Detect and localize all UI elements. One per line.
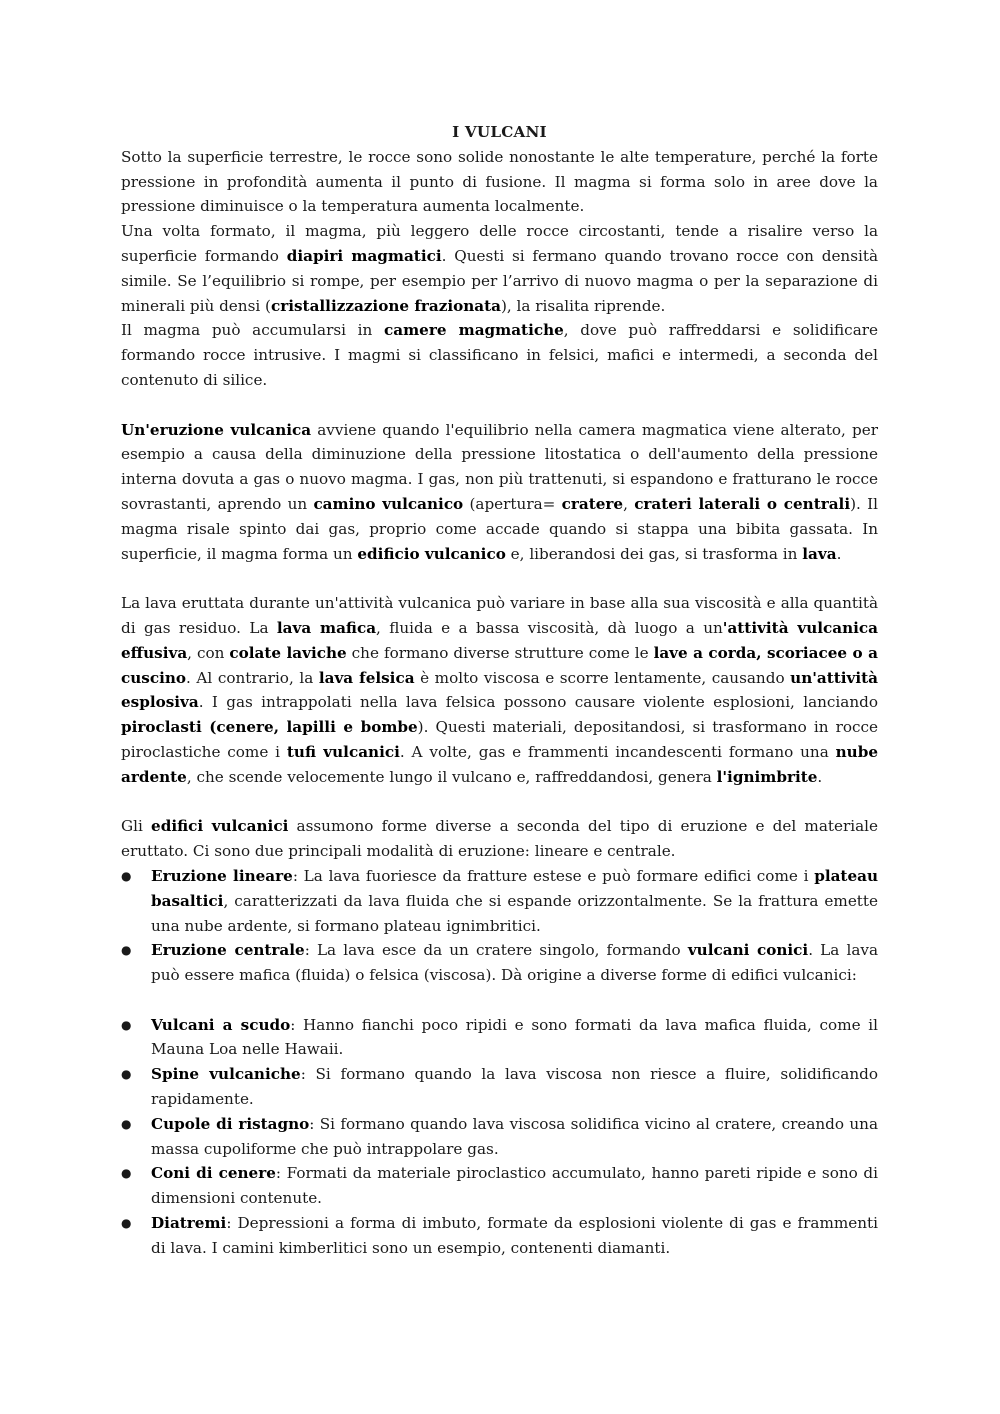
text-run: . Questi si fermano quando trovano rocce con densità simile. Se l’equilibrio si rompe, per esempio per l’arrivo di nuovo magma o per la separazione di minerali più densi ( xyxy=(121,246,879,315)
bold-term: edifici vulcanici xyxy=(151,817,289,836)
bold-term: edificio vulcanico xyxy=(357,544,506,563)
text-run: assumono forme diverse a seconda del tipo di eruzione e del materiale eruttato. Ci sono due principali modalità di eruzione: lineare e centrale. xyxy=(121,817,878,861)
spacer xyxy=(121,393,878,418)
bold-term: Spine vulcaniche xyxy=(151,1065,301,1084)
bold-term: lave a corda, scoriacee o a cuscino xyxy=(121,643,878,687)
spacer xyxy=(121,988,878,1013)
bold-term: diapiri magmatici xyxy=(286,246,442,265)
bullet-icon: ● xyxy=(121,1017,132,1032)
bold-term: camere magmatiche xyxy=(384,321,564,340)
bold-term: lava xyxy=(802,544,837,563)
text-run: : Formati da materiale piroclastico accumulato, hanno pareti ripide e sono di dimensioni contenute. xyxy=(151,1164,878,1208)
bold-term: crateri laterali o centrali xyxy=(634,494,851,513)
text-run: avviene quando l'equilibrio nella camera magmatica viene alterato, per esempio a causa della diminuzione della pressione litostatica o dell'aumento della pressione interna dovuta a gas o nuovo magma. I gas, non più trattenuti, si espandono e fratturano le rocce sovrastanti, aprendo un xyxy=(121,420,878,513)
text-run: ). Il magma risale spinto dai gas, proprio come accade quando si stappa una bibita gassata. In superficie, il magma forma un xyxy=(121,494,878,563)
bold-term: nube ardente xyxy=(121,742,878,786)
spacer xyxy=(121,566,878,591)
bold-term: cratere xyxy=(561,494,624,513)
bold-term: plateau basaltici xyxy=(151,866,878,910)
paragraph-eruzione xyxy=(121,418,878,567)
list-item xyxy=(121,864,878,938)
text-run: : La lava fuoriesce da fratture estese e può formare edifici come i xyxy=(292,866,815,885)
spacer xyxy=(121,790,878,815)
paragraph-lava xyxy=(121,591,878,789)
paragraph-diapiri xyxy=(121,219,878,318)
text-run: . xyxy=(836,544,842,563)
volcano-forms-list xyxy=(121,1013,878,1261)
text-run: : La lava esce da un cratere singolo, formando xyxy=(304,941,688,960)
bold-term: lava felsica xyxy=(318,668,415,687)
paragraph-camere xyxy=(121,318,878,392)
text-run: : Depressioni a forma di imbuto, formate da esplosioni violente di gas e frammenti di lava. I camini kimberlitici sono un esempio, contenenti diamanti. xyxy=(151,1214,878,1257)
bold-term: piroclasti (cenere, lapilli e bombe xyxy=(121,718,418,737)
text-run: : Si formano quando la lava viscosa non riesce a fluire, solidificando rapidamente. xyxy=(151,1065,878,1109)
text-run: ), la risalita riprende. xyxy=(500,296,666,315)
bold-term: Un'eruzione vulcanica xyxy=(121,420,312,439)
text-run: . A volte, gas e frammenti incandescenti formano una xyxy=(399,742,836,761)
bold-term: Vulcani a scudo xyxy=(151,1015,291,1034)
bold-term: vulcani conici xyxy=(687,941,809,960)
text-run: . xyxy=(817,767,823,786)
list-item xyxy=(121,1161,878,1211)
text-run: , xyxy=(623,494,635,513)
bullet-icon: ● xyxy=(121,1216,132,1231)
text-run: Sotto la superficie terrestre, le rocce sono solide nonostante le alte temperature, perché la forte pressione in profondità aumenta il punto di fusione. Il magma si forma solo in aree dove la pressione diminuisce o la temperatura aumenta localmente. xyxy=(121,147,878,216)
list-item xyxy=(121,1062,878,1112)
bullet-icon: ● xyxy=(121,943,132,958)
text-run: Gli xyxy=(121,817,152,836)
bold-term: Diatremi xyxy=(151,1214,227,1233)
eruption-types-list xyxy=(121,864,878,988)
bold-term: Eruzione lineare xyxy=(151,866,293,885)
text-run: . I gas intrappolati nella lava felsica possono causare violente esplosioni, lanciando xyxy=(198,693,878,712)
text-run: . Al contrario, la xyxy=(186,668,319,687)
text-run: Il magma può accumularsi in xyxy=(121,321,384,340)
bold-term: Cupole di ristagno xyxy=(151,1114,310,1133)
list-item xyxy=(121,1112,878,1162)
bold-term: colate laviche xyxy=(229,643,347,662)
bold-term: camino vulcanico xyxy=(313,494,464,513)
text-run: . La lava può essere mafica (fluida) o felsica (viscosa). Dà origine a diverse forme di edifici vulcanici: xyxy=(151,941,879,985)
bullet-icon: ● xyxy=(121,1166,132,1181)
text-run: Una volta formato, il magma, più leggero delle rocce circostanti, tende a risalire verso la superficie formando xyxy=(121,222,878,265)
bold-term: Eruzione centrale xyxy=(151,941,305,960)
paragraph-edifici xyxy=(121,814,878,864)
text-run: : Hanno fianchi poco ripidi e sono formati da lava mafica fluida, come il Mauna Loa nelle Hawaii. xyxy=(151,1015,878,1059)
paragraph-origin xyxy=(121,145,878,219)
bullet-icon: ● xyxy=(121,868,132,883)
text-run: , caratterizzati da lava fluida che si espande orizzontalmente. Se la frattura emette una nube ardente, si formano plateau ignimbritici. xyxy=(151,891,878,935)
text-run: e, liberandosi dei gas, si trasforma in xyxy=(505,544,803,563)
bold-term: Coni di cenere xyxy=(151,1164,276,1183)
text-run: che formano diverse strutture come le xyxy=(346,643,654,662)
bold-term: un'attività esplosiva xyxy=(121,668,878,712)
bullet-icon: ● xyxy=(121,1116,132,1131)
text-run: (apertura= xyxy=(463,494,562,513)
text-run: ). Questi materiali, depositandosi, si trasformano in rocce piroclastiche come i xyxy=(121,718,878,761)
page-title: I VULCANI xyxy=(452,123,547,141)
text-run: La lava eruttata durante un'attività vulcanica può variare in base alla sua viscosità e alla quantità di gas residuo. La xyxy=(121,594,878,637)
text-run: : Si formano quando lava viscosa solidifica vicino al cratere, creando una massa cupoliforme che può intrappolare gas. xyxy=(151,1114,878,1158)
text-run: , che scende velocemente lungo il vulcano e, raffreddandosi, genera xyxy=(186,767,717,786)
text-run: , con xyxy=(187,643,230,662)
bold-term: lava mafica xyxy=(276,618,377,637)
bold-term: tufi vulcanici xyxy=(286,742,400,761)
document-page xyxy=(121,120,878,1261)
text-run: è molto viscosa e scorre lentamente, causando xyxy=(414,668,791,687)
bullet-icon: ● xyxy=(121,1067,132,1082)
bold-term: cristallizzazione frazionata xyxy=(270,296,501,315)
text-run: , fluida e a bassa viscosità, dà luogo a un xyxy=(376,618,723,637)
bold-term: l'ignimbrite xyxy=(716,767,818,786)
text-run: , dove può raffreddarsi e solidificare formando rocce intrusive. I magmi si classificano in felsici, mafici e intermedi, a seconda del contenuto di silice. xyxy=(121,321,878,389)
bold-term: 'attività vulcanica effusiva xyxy=(121,618,878,662)
list-item xyxy=(121,938,878,988)
list-item xyxy=(121,1211,878,1261)
list-item xyxy=(121,1013,878,1063)
